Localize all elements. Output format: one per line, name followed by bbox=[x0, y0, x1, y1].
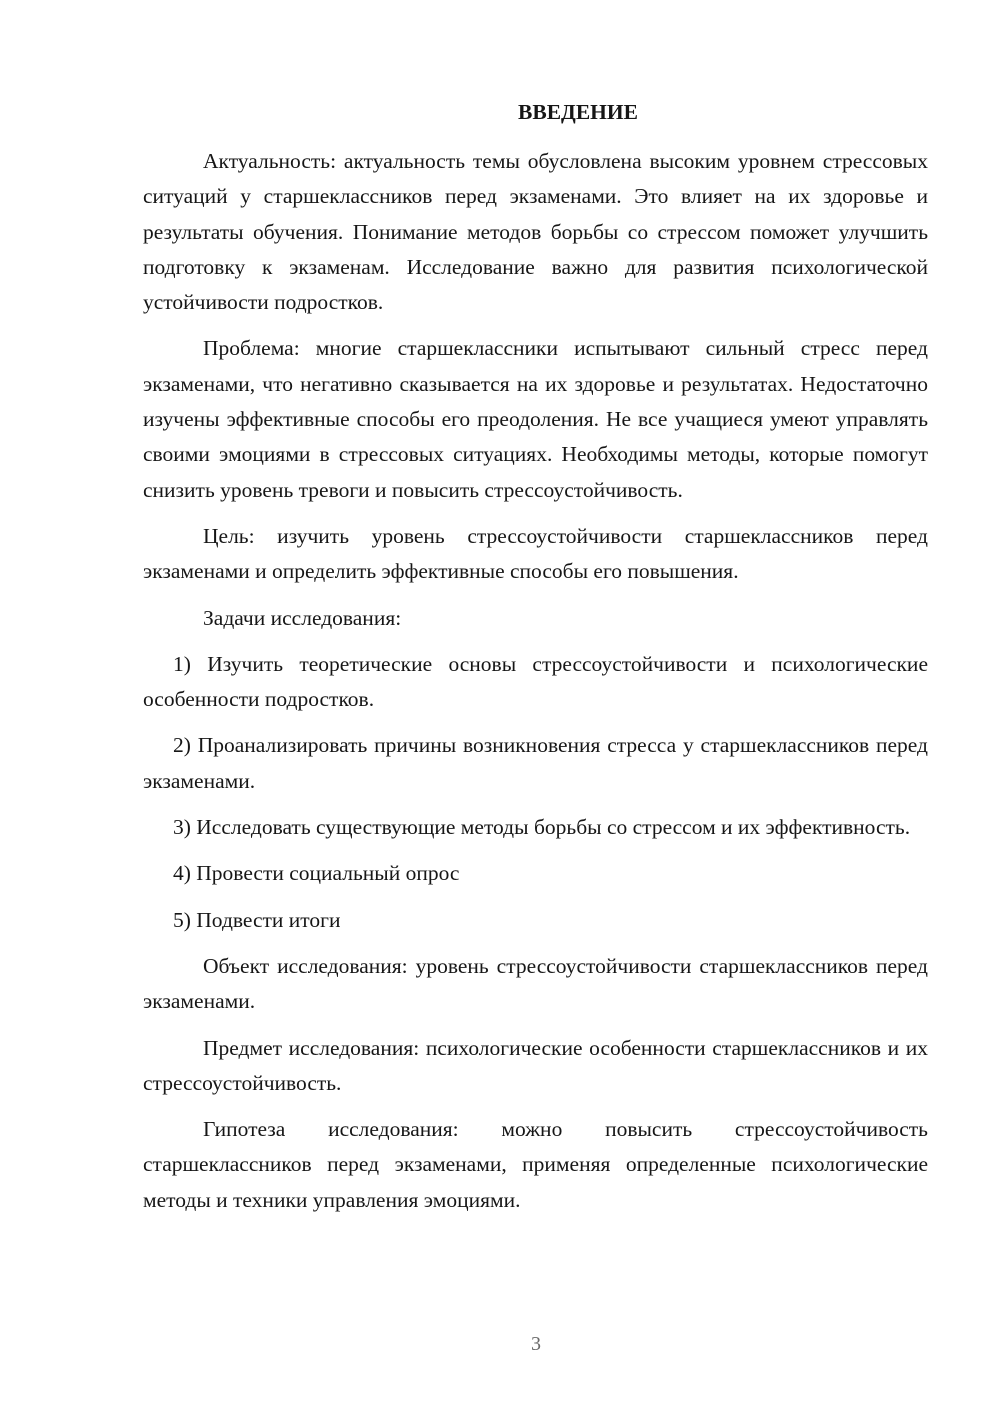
task-item: 2) Проанализировать причины возникновения стресса у старшеклассников перед экзаменами. bbox=[143, 733, 928, 793]
hypothesis-paragraph: Гипотеза исследования: можно повысить стрессоустойчивость старшеклассников перед экзаменами, применяя определенные психологические методы и техники управления эмоциями. bbox=[143, 1117, 928, 1212]
task-item: 5) Подвести итоги bbox=[173, 907, 341, 932]
tasks-heading: Задачи исследования: bbox=[203, 605, 402, 630]
page-number: 3 bbox=[531, 1333, 541, 1355]
relevance-paragraph: Актуальность: актуальность темы обусловлена высоким уровнем стрессовых ситуаций у старшеклассников перед экзаменами. Это влияет на их здоровье и результаты обучения. Понимание методов борьбы со стрессом поможет улучшить подготовку к экзаменам. Исследование важно для развития психологической устойчивости подростков. bbox=[143, 149, 928, 315]
task-item: 1) Изучить теоретические основы стрессоустойчивости и психологические особенности подростков. bbox=[143, 651, 928, 712]
subject-paragraph: Предмет исследования: психологические особенности старшеклассников и их стрессоустойчивость. bbox=[143, 1035, 928, 1095]
task-item: 3) Исследовать существующие методы борьбы со стрессом и их эффективность. bbox=[173, 815, 911, 840]
problem-paragraph: Проблема: многие старшеклассники испытывают сильный стресс перед экзаменами, что негативно сказывается на их здоровье и результатах. Недостаточно изучены эффективные способы его преодоления. Не все учащиеся умеют управлять своими эмоциями в стрессовых ситуациях. Необходимы методы, которые помогут снизить уровень тревоги и повысить стрессоустойчивость. bbox=[143, 336, 928, 502]
page-title: ВВЕДЕНИЕ bbox=[518, 100, 638, 124]
page-content bbox=[143, 95, 928, 1218]
object-paragraph: Объект исследования: уровень стрессоустойчивости старшеклассников перед экзаменами. bbox=[143, 953, 928, 1014]
task-item: 4) Провести социальный опрос bbox=[173, 861, 460, 886]
goal-paragraph: Цель: изучить уровень стрессоустойчивости старшеклассников перед экзаменами и определить эффективные способы его повышения. bbox=[143, 523, 928, 584]
